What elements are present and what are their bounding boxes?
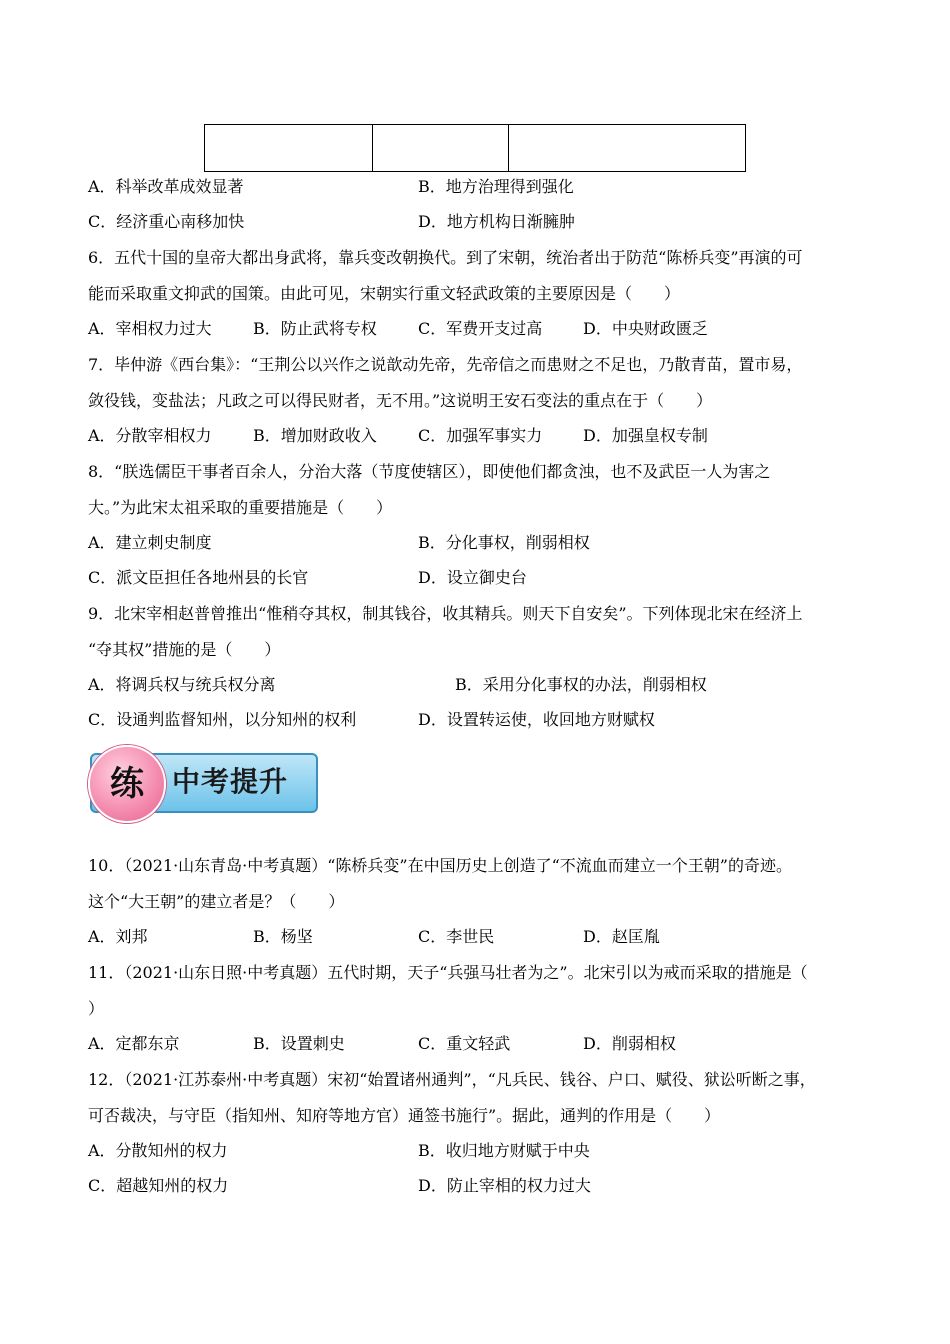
q11-stem-line2: ）: [88, 999, 105, 1018]
q7-option-d: D．加强皇权专制: [583, 426, 708, 445]
q8-option-b: B．分化事权，削弱相权: [418, 533, 590, 552]
q9-option-c: C．设通判监督知州，以分知州的权利: [88, 710, 357, 729]
q11-option-b: B．设置刺史: [253, 1034, 345, 1053]
q9-option-a: A．将调兵权与统兵权分离: [88, 675, 276, 694]
q11-stem-line1: 11．（2021·山东日照·中考真题）五代时期，天子“兵强马壮者为之”。北宋引以为戒而采取的措施是（: [88, 963, 808, 982]
q12-option-c: C．超越知州的权力: [88, 1176, 229, 1195]
q8-option-d: D．设立御史台: [418, 568, 527, 587]
q9-stem-line2: “夺其权”措施的是（ ）: [88, 640, 281, 659]
q8-option-a: A．建立刺史制度: [88, 533, 212, 552]
q5-option-b: B．地方治理得到强化: [418, 177, 574, 196]
banner-badge: [88, 745, 166, 823]
q11-option-a: A．定都东京: [88, 1034, 180, 1053]
section-banner: [88, 745, 318, 815]
answer-table: [204, 124, 746, 172]
q7-option-a: A．分散宰相权力: [88, 426, 212, 445]
q11-option-d: D．削弱相权: [583, 1034, 676, 1053]
table-row: [205, 125, 746, 172]
table-cell: [509, 125, 746, 172]
q6-option-a: A．宰相权力过大: [88, 319, 212, 338]
q6-option-c: C．军费开支过高: [418, 319, 543, 338]
q7-stem-line1: 7．毕仲游《西台集》：“王荆公以兴作之说歆动先帝，先帝信之而患财之不足也，乃散青苗，置市易，: [88, 355, 803, 374]
q9-option-b: B．采用分化事权的办法，削弱相权: [455, 675, 707, 694]
q6-stem-line1: 6．五代十国的皇帝大都出身武将，靠兵变改朝换代。到了宋朝，统治者出于防范“陈桥兵变”再演的可: [88, 248, 803, 267]
q6-stem-line2: 能而采取重文抑武的国策。由此可见，宋朝实行重文轻武政策的主要原因是（ ）: [88, 284, 681, 303]
q10-option-c: C．李世民: [418, 927, 495, 946]
q5-option-a: A．科举改革成效显著: [88, 177, 244, 196]
q7-stem-line2: 敛役钱，变盐法；凡政之可以得民财者，无不用。”这说明王安石变法的重点在于（ ）: [88, 391, 713, 410]
banner-badge-char: 练: [110, 764, 144, 804]
q5-option-d: D．地方机构日渐臃肿: [418, 212, 575, 231]
q10-option-d: D．赵匡胤: [583, 927, 660, 946]
q10-option-a: A．刘邦: [88, 927, 148, 946]
q5-option-c: C．经济重心南移加快: [88, 212, 245, 231]
q8-stem-line2: 大。”为此宋太祖采取的重要措施是（ ）: [88, 498, 393, 517]
q10-stem-line1: 10．（2021·山东青岛·中考真题）“陈桥兵变”在中国历史上创造了“不流血而建立一个王朝”的奇迹。: [88, 856, 792, 875]
q8-option-c: C．派文臣担任各地州县的长官: [88, 568, 309, 587]
q8-stem-line1: 8．“朕选儒臣干事者百余人，分治大落（节度使辖区），即使他们都贪浊，也不及武臣一人为害之: [88, 462, 771, 481]
q12-option-a: A．分散知州的权力: [88, 1141, 228, 1160]
q12-option-d: D．防止宰相的权力过大: [418, 1176, 591, 1195]
q6-option-b: B．防止武将专权: [253, 319, 377, 338]
q11-option-c: C．重文轻武: [418, 1034, 511, 1053]
q7-option-c: C．加强军事实力: [418, 426, 543, 445]
q9-stem-line1: 9．北宋宰相赵普曾推出“惟稍夺其权，制其钱谷，收其精兵。则天下自安矣”。下列体现北宋在经济上: [88, 604, 803, 623]
q6-option-d: D．中央财政匮乏: [583, 319, 708, 338]
q9-option-d: D．设置转运使，收回地方财赋权: [418, 710, 655, 729]
q10-option-b: B．杨坚: [253, 927, 313, 946]
q10-stem-line2: 这个“大王朝”的建立者是？（ ）: [88, 892, 345, 911]
section-title: 中考提升: [172, 765, 289, 798]
table-cell: [205, 125, 373, 172]
q12-stem-line2: 可否裁决，与守臣（指知州、知府等地方官）通签书施行”。据此，通判的作用是（ ）: [88, 1106, 721, 1125]
table-cell: [373, 125, 509, 172]
q12-option-b: B．收归地方财赋于中央: [418, 1141, 590, 1160]
q7-option-b: B．增加财政收入: [253, 426, 377, 445]
q12-stem-line1: 12．（2021·江苏泰州·中考真题）宋初“始置诸州通判”，“凡兵民、钱谷、户口、赋役、狱讼听断之事，: [88, 1070, 816, 1089]
